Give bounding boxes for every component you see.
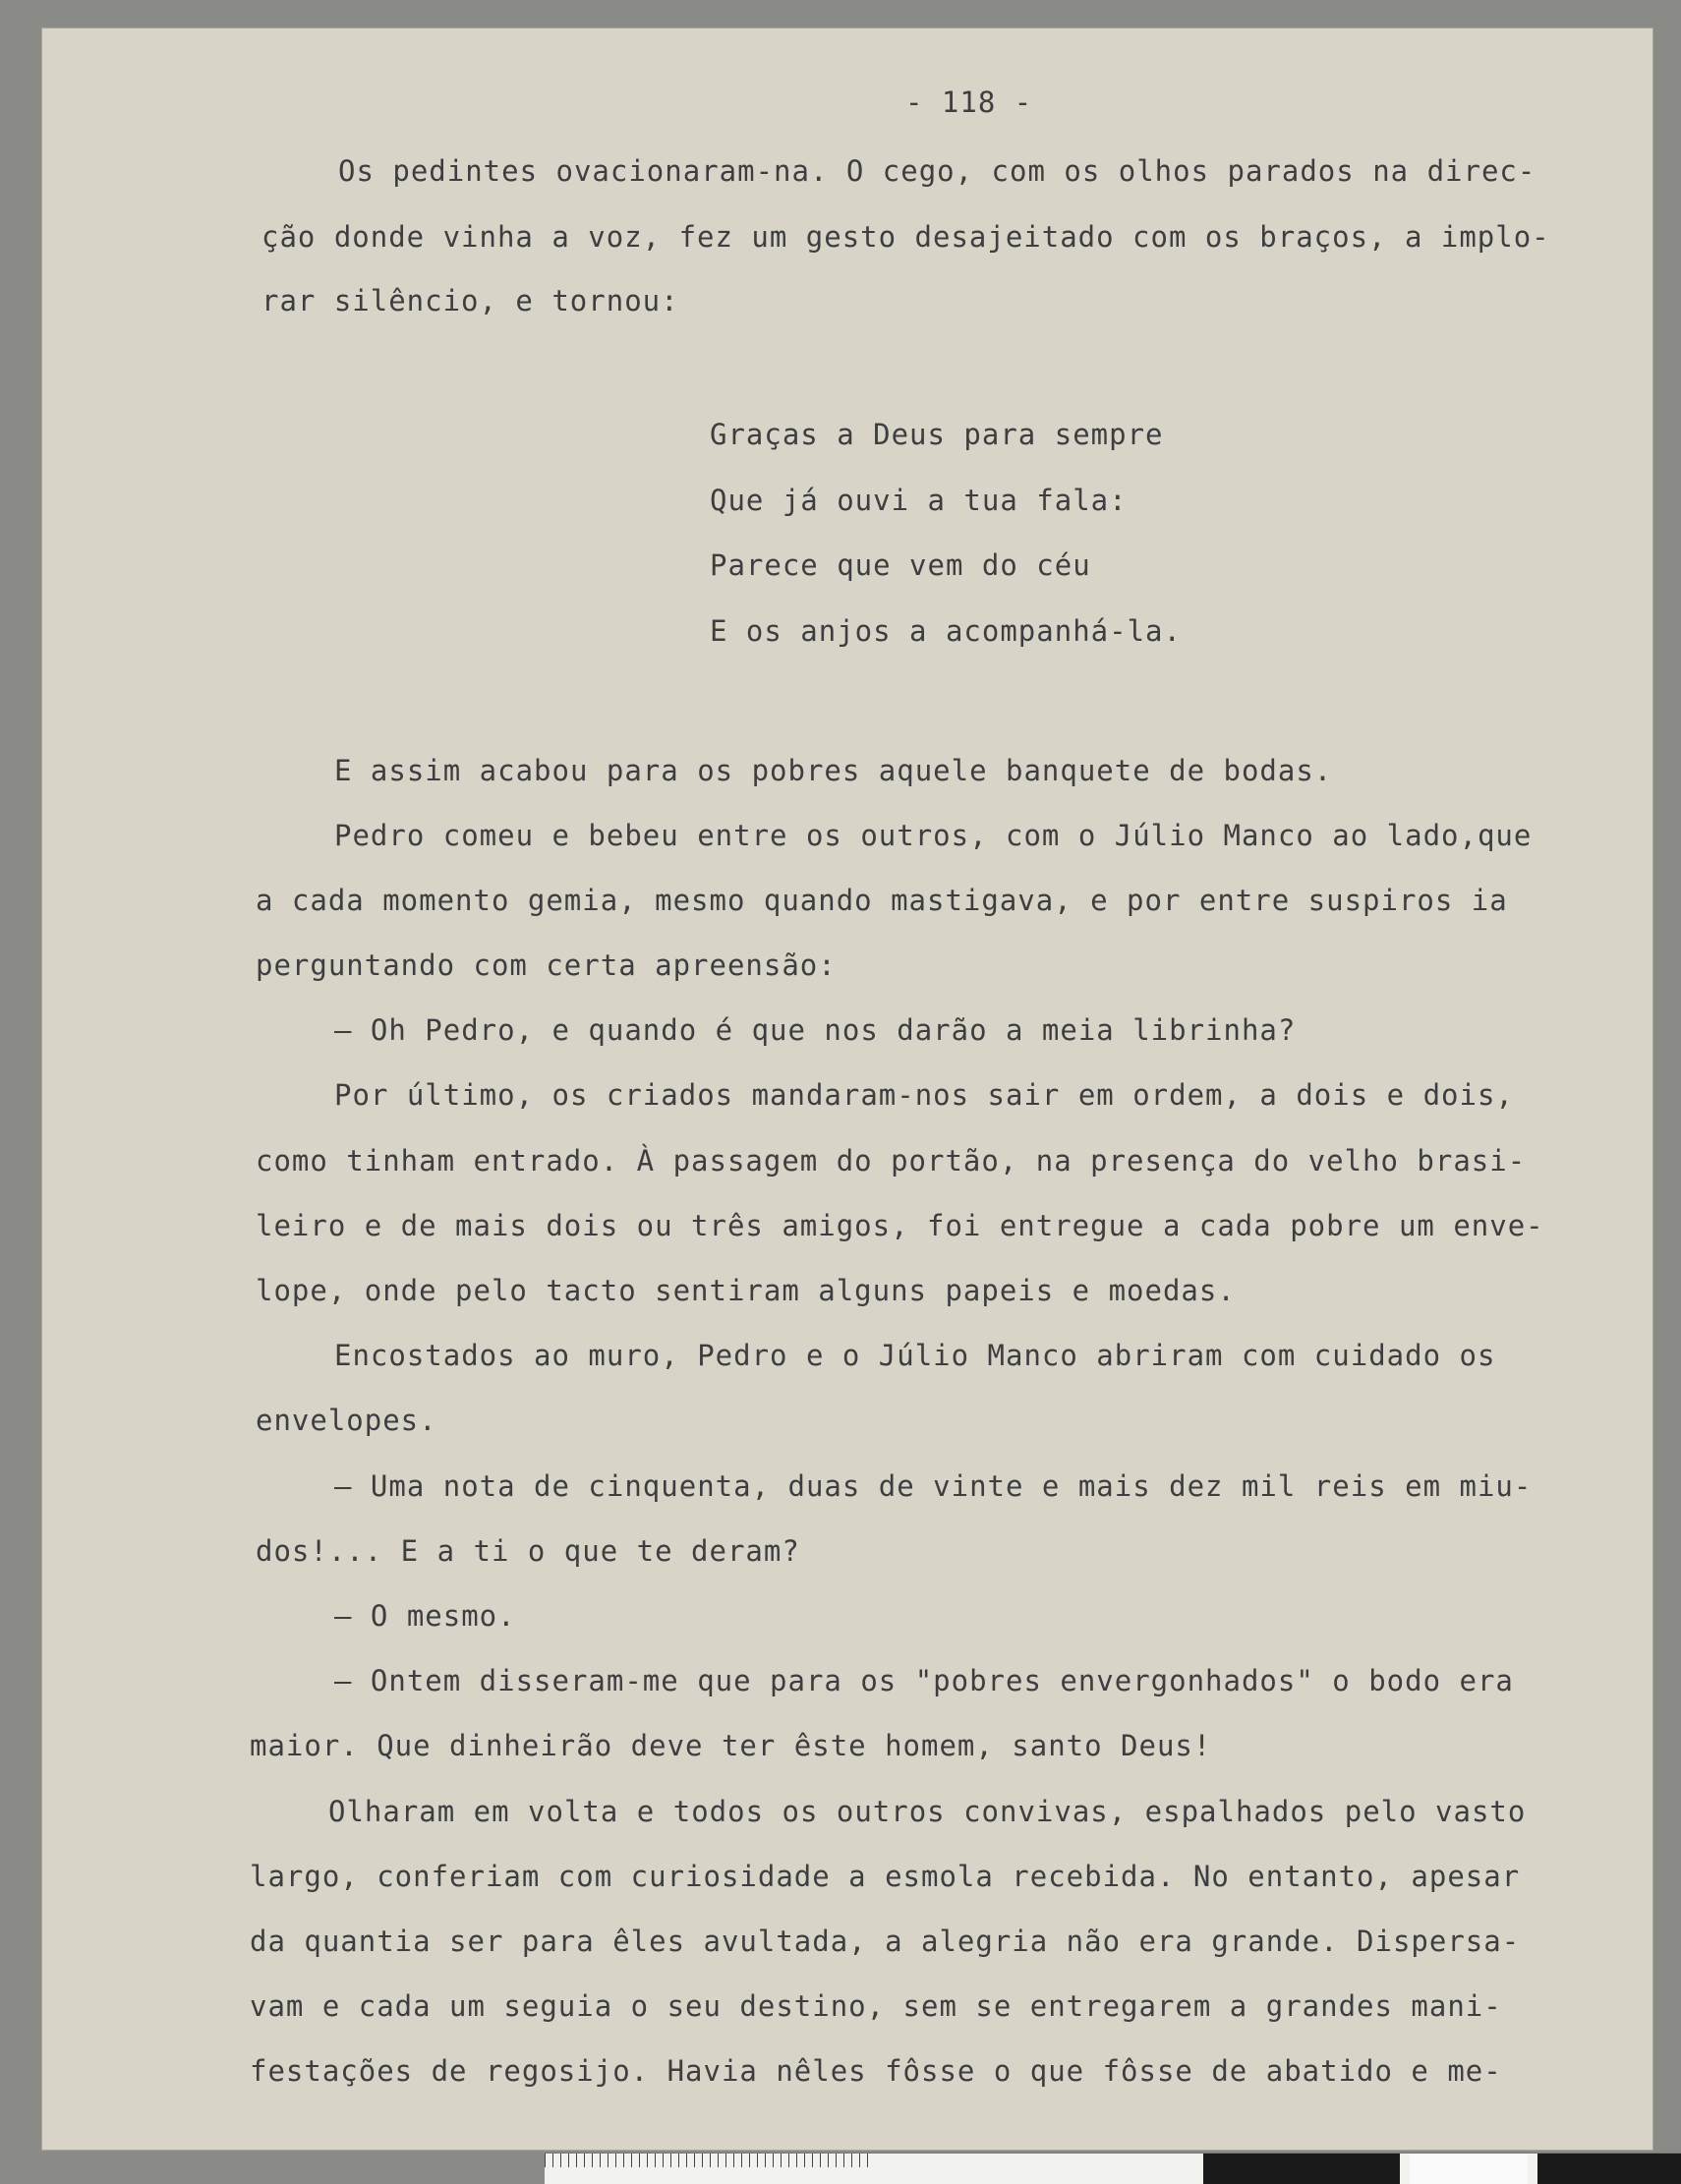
body-line-4: perguntando com certa apreensão: bbox=[256, 948, 837, 982]
body-line-7: como tinham entrado. À passagem do portão, na presença do velho brasi- bbox=[256, 1144, 1527, 1178]
verse-line-4: E os anjos a acompanhá-la. bbox=[710, 614, 1182, 648]
body-line-3: a cada momento gemia, mesmo quando mastigava, e por entre suspiros ia bbox=[256, 884, 1508, 917]
verse-line-2: Que já ouvi a tua fala: bbox=[710, 484, 1128, 517]
body-line-6: Por último, os criados mandaram-nos sair em ordem, a dois e dois, bbox=[334, 1078, 1514, 1112]
body-line-5: — Oh Pedro, e quando é que nos darão a meia librinha? bbox=[334, 1013, 1297, 1047]
body-line-8: leiro e de mais dois ou três amigos, foi entregue a cada pobre um enve- bbox=[256, 1209, 1544, 1242]
body-line-14: — O mesmo. bbox=[334, 1599, 516, 1633]
body-line-20: vam e cada um seguia o seu destino, sem se entregarem a grandes mani- bbox=[250, 1989, 1502, 2023]
body-line-12: — Uma nota de cinquenta, duas de vinte e mais dez mil reis em miu- bbox=[334, 1469, 1533, 1503]
body-line-13: dos!... E a ti o que te deram? bbox=[256, 1534, 800, 1568]
typewritten-page bbox=[41, 28, 1653, 2151]
body-line-16: maior. Que dinheirão deve ter êste homem, santo Deus! bbox=[250, 1729, 1212, 1762]
verse-line-3: Parece que vem do céu bbox=[710, 548, 1091, 582]
body-line-10: Encostados ao muro, Pedro e o Júlio Manco abriram com cuidado os bbox=[334, 1339, 1496, 1372]
body-line-21: festações de regosijo. Havia nêles fôsse o que fôsse de abatido e me- bbox=[250, 2054, 1502, 2088]
paragraph-1-line-1: Os pedintes ovacionaram-na. O cego, com os olhos parados na direc- bbox=[338, 154, 1536, 188]
body-line-18: largo, conferiam com curiosidade a esmola recebida. No entanto, apesar bbox=[250, 1860, 1521, 1893]
paragraph-1-line-2: ção donde vinha a voz, fez um gesto desajeitado com os braços, a implo- bbox=[261, 220, 1550, 254]
ruler-black-segment bbox=[1203, 2154, 1400, 2184]
ruler-white-segment bbox=[1410, 2154, 1528, 2184]
body-line-11: envelopes. bbox=[256, 1404, 437, 1437]
body-line-17: Olharam em volta e todos os outros convivas, espalhados pelo vasto bbox=[328, 1795, 1527, 1828]
body-line-1: E assim acabou para os pobres aquele banquete de bodas. bbox=[334, 754, 1333, 787]
body-line-9: lope, onde pelo tacto sentiram alguns papeis e moedas. bbox=[256, 1274, 1236, 1307]
ruler-black-segment-2 bbox=[1537, 2154, 1681, 2184]
page-number: - 118 - bbox=[905, 86, 1033, 119]
paragraph-1-line-3: rar silêncio, e tornou: bbox=[261, 284, 679, 317]
body-line-15: — Ontem disseram-me que para os "pobres envergonhados" o bodo era bbox=[334, 1664, 1514, 1697]
scale-ruler bbox=[545, 2153, 1681, 2184]
body-line-2: Pedro comeu e bebeu entre os outros, com o Júlio Manco ao lado,que bbox=[334, 819, 1533, 852]
body-line-19: da quantia ser para êles avultada, a alegria não era grande. Dispersa- bbox=[250, 1925, 1521, 1958]
ruler-ticks bbox=[545, 2154, 869, 2167]
verse-line-1: Graças a Deus para sempre bbox=[710, 418, 1164, 451]
